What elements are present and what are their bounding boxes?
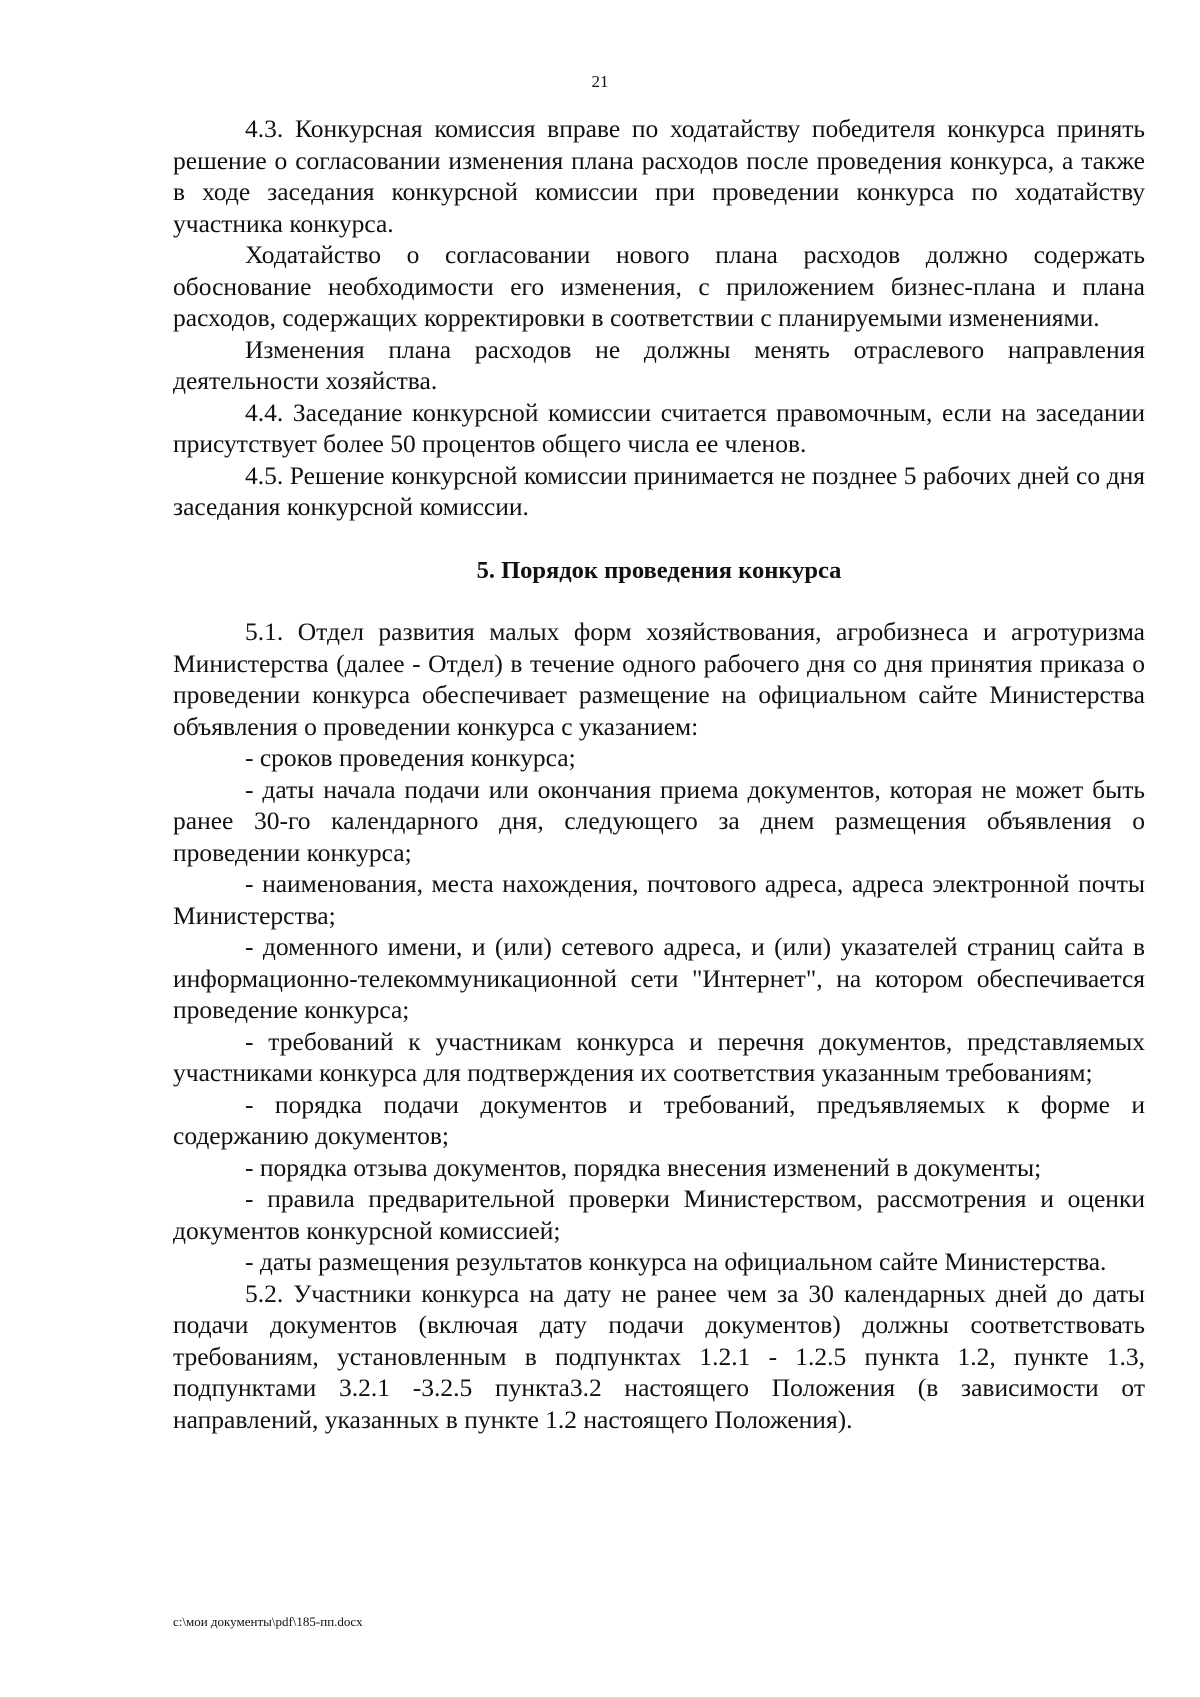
list-item: - даты размещения результатов конкурса на официальном сайте Министерства. [245, 1247, 1107, 1276]
paragraph-4-5: 4.5. Решение конкурсной комиссии принимается не позднее 5 рабочих дней со дня заседания конкурсной комиссии. [173, 460, 1145, 521]
paragraph-4-4: 4.4. Заседание конкурсной комиссии считается правомочным, если на заседании присутствует более 50 процентов общего числа ее членов. [173, 397, 1145, 458]
section-heading: 5. Порядок проведения конкурса [476, 556, 842, 584]
page-number: 21 [591, 72, 609, 91]
list-item: - даты начала подачи или окончания приема документов, которая не может быть ранее 30-го календарного дня, следующего за днем размещения объявления о проведении конкурса; [173, 774, 1145, 867]
footer-file-path: c:\мои документы\pdf\185-пп.docx [173, 1614, 363, 1629]
paragraph-5-1: 5.1. Отдел развития малых форм хозяйствования, агробизнеса и агротуризма Министерства (далее - Отдел) в течение одного рабочего дня со дня принятия приказа о проведении конкурса обеспечивает размещение на официальном сайте Министерства объявления о проведении конкурса с указанием: [173, 617, 1145, 741]
list-item: - правила предварительной проверки Министерством, рассмотрения и оценки документов конкурсной комиссией; [173, 1184, 1145, 1245]
list-item: - порядка отзыва документов, порядка внесения изменений в документы; [245, 1152, 1042, 1182]
paragraph-plan-changes: Изменения плана расходов не должны менять отраслевого направления деятельности хозяйства. [173, 334, 1145, 395]
paragraph-4-3: 4.3. Конкурсная комиссия вправе по ходатайству победителя конкурса принять решение о согласовании изменения плана расходов после проведения конкурса, а также в ходе заседания конкурсной комиссии при проведении конкурса по ходатайству участника конкурса. [173, 114, 1145, 238]
list-item: - сроков проведения конкурса; [245, 743, 576, 772]
document-body [173, 113, 1145, 1435]
list-item: - наименования, места нахождения, почтового адреса, адреса электронной почты Министерства; [173, 869, 1145, 930]
list-item: - требований к участникам конкурса и перечня документов, представляемых участниками конкурса для подтверждения их соответствия указанным требованиям; [173, 1026, 1145, 1087]
paragraph-5-2: 5.2. Участники конкурса на дату не ранее чем за 30 календарных дней до даты подачи документов (включая дату подачи документов) должны соответствовать требованиям, установленным в подпунктах 1.2.1 - 1.2.5 пункта 1.2, пункте 1.3, подпунктами 3.2.1 -3.2.5 пункта3.2 настоящего Положения (в зависимости от направлений, указанных в пункте 1.2 настоящего Положения). [173, 1278, 1145, 1434]
list-item: - доменного имени, и (или) сетевого адреса, и (или) указателей страниц сайта в информационно-телекоммуникационной сети "Интернет", на котором обеспечивается проведение конкурса; [173, 932, 1145, 1024]
paragraph-petition: Ходатайство о согласовании нового плана расходов должно содержать обоснование необходимости его изменения, с приложением бизнес-плана и плана расходов, содержащих корректировки в соответствии с планируемыми изменениями. [173, 240, 1145, 332]
list-item: - порядка подачи документов и требований, предъявляемых к форме и содержанию документов; [173, 1089, 1145, 1150]
